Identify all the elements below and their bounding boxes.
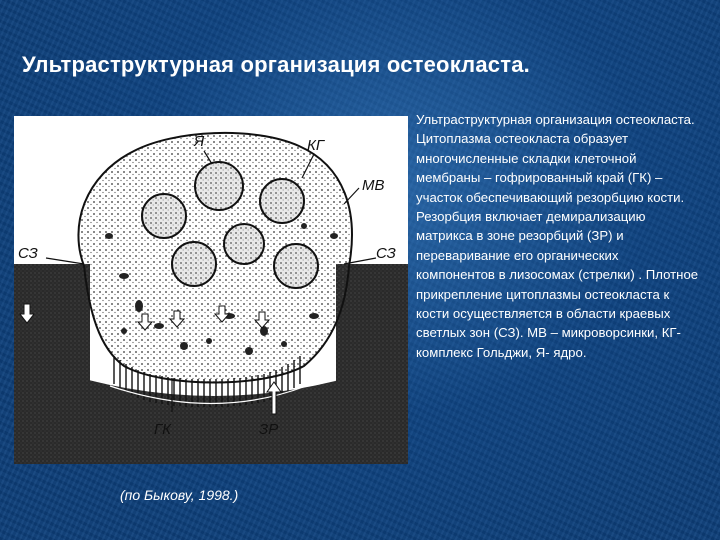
osteoclast-figure bbox=[14, 116, 408, 464]
label-sz-left: СЗ bbox=[18, 245, 38, 262]
label-mv: МВ bbox=[362, 177, 385, 194]
figure-caption: (по Быкову, 1998.) bbox=[120, 487, 239, 503]
label-ya: Я bbox=[194, 133, 205, 150]
slide-title: Ультраструктурная организация остеокласта. bbox=[22, 52, 530, 77]
description-text: Ультраструктурная организация остеокласта. Цитоплазма остеокласта образует многочисленные складки клеточной мембраны – гофрированный край (ГК) – участок обеспечивающий резорбцию кости. Резорбция включает демирализацию матрикса в зоне резорбций (ЗР) и переваривание его органических компонентов в лизосомах (стрелки) . Плотное прикрепление цитоплазмы остеокласта к кости осуществляется в области краевых светлых зон (СЗ). МВ – микроворсинки, КГ- комплекс Гольджи, Я- ядро. bbox=[416, 112, 699, 360]
label-zr: ЗР bbox=[259, 421, 279, 438]
label-gk: ГК bbox=[154, 421, 171, 438]
label-sz-right: СЗ bbox=[376, 245, 396, 262]
bone-base bbox=[14, 376, 408, 464]
label-kg: КГ bbox=[307, 137, 324, 154]
osteoclast-diagram bbox=[14, 116, 408, 464]
